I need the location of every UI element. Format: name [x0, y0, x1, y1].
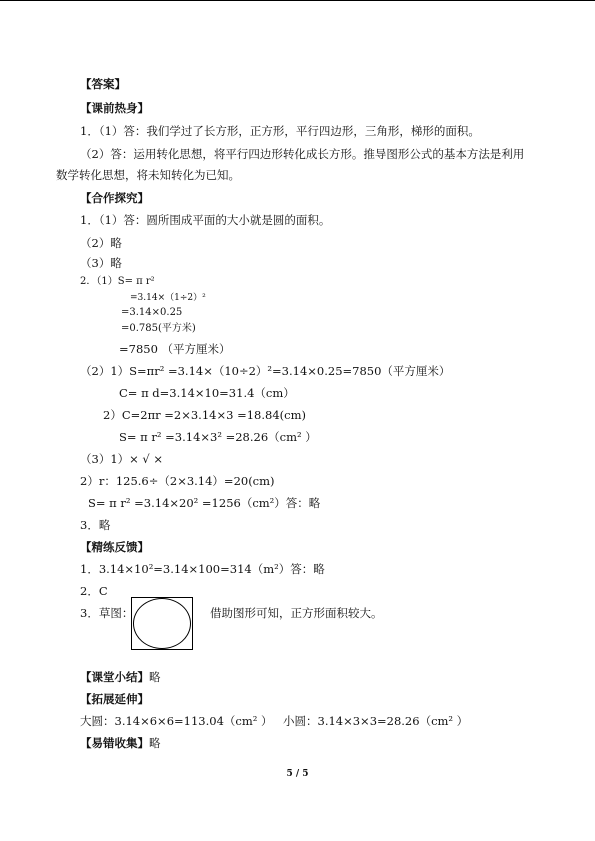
explore-calc-4: =7850 （平方厘米） — [119, 342, 231, 356]
answers-heading: 【答案】 — [80, 77, 126, 91]
practice-q3-text: 借助图形可知，正方形面积较大。 — [210, 606, 383, 620]
warmup-heading: 【课前热身】 — [80, 101, 149, 115]
explore-q2-3-2: 2）r：125.6÷（2×3.14）=20(cm) — [80, 474, 275, 488]
explore-heading: 【合作探究】 — [80, 191, 149, 205]
explore-q3: 3．略 — [80, 518, 111, 532]
mistakes-text: 略 — [149, 736, 161, 750]
practice-q3-label: 3．草图： — [80, 606, 134, 620]
square-circle-sketch — [131, 597, 193, 650]
extend-small-circle: 小圆：3.14×3×3=28.26（cm² ） — [283, 714, 469, 728]
practice-q2: 2．C — [80, 584, 108, 598]
mistakes-heading: 【易错收集】 — [80, 736, 149, 750]
explore-q2-2-2: 2）C=2πr =2×3.14×3 =18.84(cm) — [103, 408, 306, 422]
summary-row — [80, 670, 161, 684]
mistakes-row — [80, 736, 161, 750]
warmup-q1: 1．（1）答：我们学过了长方形，正方形，平行四边形，三角形，梯形的面积。 — [80, 124, 480, 138]
inscribed-circle — [133, 598, 191, 649]
explore-q1-2: （2）略 — [80, 236, 122, 250]
extend-big-circle: 大圆：3.14×6×6=113.04（cm² ） — [80, 714, 273, 728]
warmup-q2-line1: （2）答：运用转化思想，将平行四边形转化成长方形。推导图形公式的基本方法是利用 — [80, 147, 525, 161]
summary-heading: 【课堂小结】 — [80, 670, 149, 684]
practice-q1: 1．3.14×10²=3.14×100=314（m²）答：略 — [80, 562, 325, 576]
explore-calc-2: =3.14×0.25 — [121, 307, 183, 318]
explore-q2-2-c: C= π d=3.14×10=31.4（cm） — [119, 386, 295, 400]
page-number: 5 / 5 — [286, 769, 309, 779]
summary-text: 略 — [149, 670, 161, 684]
practice-heading: 【精练反馈】 — [80, 540, 149, 554]
explore-q2-2-s: S= π r² =3.14×3² =28.26（cm² ） — [119, 430, 317, 444]
explore-q2-2-1: （2）1）S=πr² =3.14×（10÷2）²=3.14×0.25=7850（平方厘米） — [80, 364, 451, 378]
explore-calc-1: =3.14×（1÷2）² — [130, 293, 206, 303]
warmup-q2-line2: 数学转化思想，将未知转化为已知。 — [56, 168, 240, 182]
explore-calc-3: =0.785(平方米) — [121, 323, 196, 334]
explore-q1-3: （3）略 — [80, 256, 122, 270]
header-rule — [0, 0, 595, 1]
explore-q1-1: 1．（1）答：圆所围成平面的大小就是圆的面积。 — [80, 213, 331, 227]
explore-q2-3: （3）1）× √ × — [80, 452, 164, 466]
explore-q2-1: 2．（1）S= π r² — [80, 276, 155, 287]
explore-q2-3-s: S= π r² =3.14×20² =1256（cm²）答：略 — [88, 496, 321, 510]
extend-heading: 【拓展延伸】 — [80, 692, 149, 706]
